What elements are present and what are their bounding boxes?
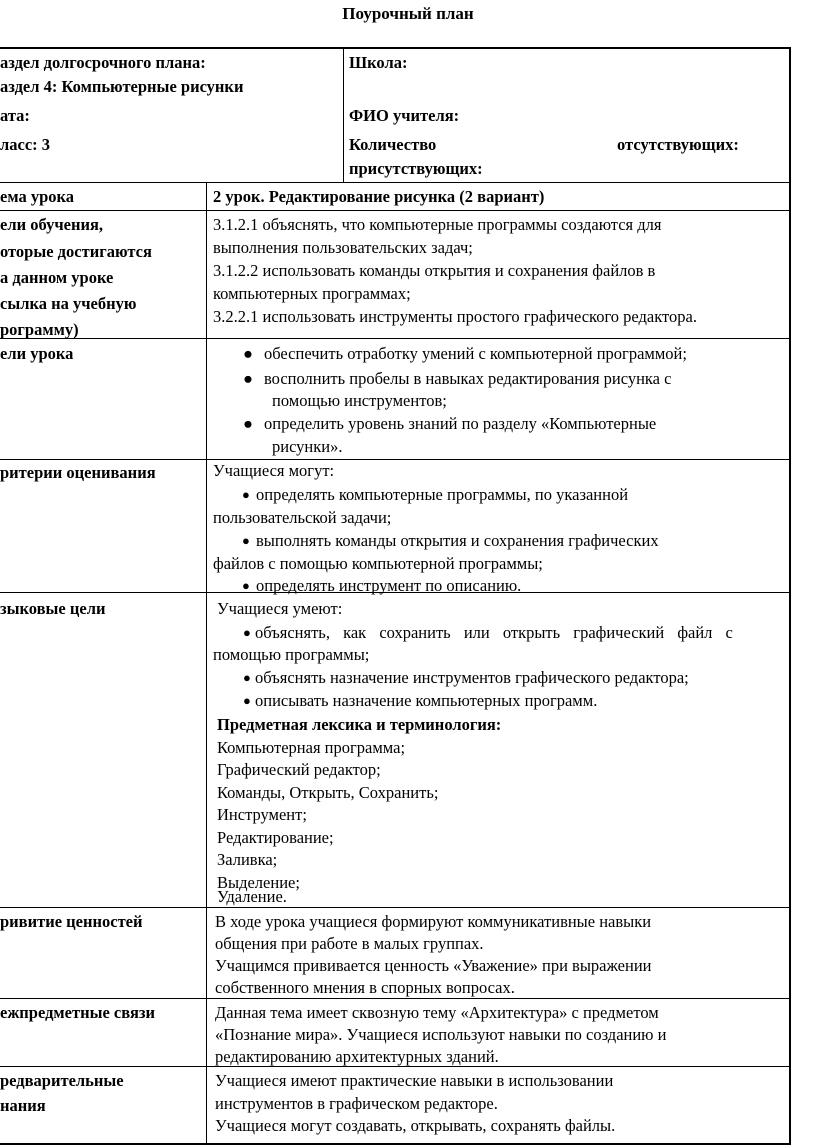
learning-goal-line: 3.1.2.1 объяснять, что компьютерные программы создаются для <box>213 215 662 234</box>
interdisciplinary-line: «Познание мира». Учащиеся используют навыки по созданию и <box>215 1025 667 1044</box>
absent-label: отсутствующих: <box>617 135 739 154</box>
criteria-line: выполнять команды открытия и сохранения графических <box>256 531 659 550</box>
language-goals-label: зыковые цели <box>0 599 106 618</box>
prior-knowledge-line: инструментов в графическом редакторе. <box>215 1094 498 1113</box>
interdisciplinary-line: редактированию архитектурных зданий. <box>215 1047 499 1066</box>
date-label: ата: <box>0 106 30 125</box>
row-divider <box>0 459 791 460</box>
section-value: аздел 4: Компьютерные рисунки <box>0 77 244 96</box>
learning-goals-label-line: оторые достигаются <box>0 242 152 261</box>
interdisciplinary-label: ежпредметные связи <box>0 1003 156 1022</box>
prior-knowledge-line: Учащиеся могут создавать, открывать, сохранять файлы. <box>215 1116 616 1135</box>
criteria-intro: Учащиеся могут: <box>213 461 335 480</box>
bullet-icon: ● <box>243 693 251 708</box>
vocab-item: Графический редактор; <box>217 760 381 779</box>
language-goals-intro: Учащиеся умеют: <box>217 599 343 618</box>
prior-knowledge-label-line: нания <box>0 1096 46 1115</box>
learning-goal-line: выполнения пользовательских задач; <box>213 238 473 257</box>
vocab-item: Удаление. <box>217 887 287 906</box>
values-line: Учащимся прививается ценность «Уважение» при выражении <box>215 956 652 975</box>
section-label: аздел долгосрочного плана: <box>0 53 206 72</box>
vocab-item: Заливка; <box>217 850 278 869</box>
language-goal-line: помощью программы; <box>213 645 370 664</box>
teacher-label: ФИО учителя: <box>349 106 460 125</box>
vocab-item: Выделение; <box>217 873 300 892</box>
lesson-goal-line: восполнить пробелы в навыках редактирования рисунка с <box>264 369 672 388</box>
vocab-heading: Предметная лексика и терминология: <box>217 715 502 734</box>
prior-knowledge-line: Учащиеся имеют практические навыки в использовании <box>215 1071 614 1090</box>
bullet-icon: ● <box>243 369 253 388</box>
prior-knowledge-label-line: редварительные <box>0 1071 124 1090</box>
values-line: собственного мнения в спорных вопросах. <box>215 978 515 997</box>
count-word: Количество <box>349 135 437 154</box>
row-divider <box>0 182 791 183</box>
school-label: Школа: <box>349 53 408 72</box>
language-goal-line: описывать назначение компьютерных программ. <box>255 691 598 710</box>
criteria-label: ритерии оценивания <box>0 463 156 482</box>
criteria-line: определять компьютерные программы, по указанной <box>256 485 629 504</box>
bullet-icon: ● <box>242 578 250 593</box>
values-line: общения при работе в малых группах. <box>215 934 484 953</box>
lesson-goal-line: обеспечить отработку умений с компьютерной программой; <box>264 344 687 363</box>
row-divider <box>0 907 791 908</box>
learning-goals-label-line: рограмму) <box>0 320 79 339</box>
language-goal-line: объяснять, как сохранить или открыть графический файл с <box>255 623 733 642</box>
learning-goals-label-line: сылка на учебную <box>0 294 137 313</box>
lesson-goal-line: помощью инструментов; <box>272 391 447 410</box>
lesson-goal-line: рисунки». <box>272 437 343 456</box>
vocab-item: Компьютерная программа; <box>217 738 406 757</box>
learning-goal-line: компьютерных программах; <box>213 284 411 303</box>
bullet-icon: ● <box>243 670 251 685</box>
header-column-divider <box>343 48 344 182</box>
learning-goals-label-line: ели обучения, <box>0 215 104 234</box>
criteria-line: определять инструмент по описанию. <box>256 576 522 595</box>
topic-label: ема урока <box>0 187 75 206</box>
bullet-icon: ● <box>243 625 251 640</box>
vocab-item: Редактирование; <box>217 828 334 847</box>
interdisciplinary-line: Данная тема имеет сквозную тему «Архитектура» с предметом <box>215 1003 659 1022</box>
bullet-icon: ● <box>242 533 250 548</box>
values-line: В ходе урока учащиеся формируют коммуникативные навыки <box>215 912 652 931</box>
bullet-icon: ● <box>243 344 253 363</box>
page-title: Поурочный план <box>342 4 474 23</box>
language-goal-line: объяснять назначение инструментов графического редактора; <box>255 668 689 687</box>
bullet-icon: ● <box>243 414 253 433</box>
present-label: присутствующих: <box>349 159 483 178</box>
values-label: ривитие ценностей <box>0 912 143 931</box>
bullet-icon: ● <box>242 487 250 502</box>
topic-value: 2 урок. Редактирование рисунка (2 вариант) <box>213 187 545 206</box>
row-divider <box>0 210 791 211</box>
criteria-line: пользовательской задачи; <box>213 508 392 527</box>
column-divider <box>206 182 207 1144</box>
class-label: ласс: 3 <box>0 135 51 154</box>
learning-goal-line: 3.2.2.1 использовать инструменты простого графического редактора. <box>213 307 697 326</box>
learning-goals-label-line: а данном уроке <box>0 268 114 287</box>
row-divider <box>0 338 791 339</box>
criteria-line: файлов с помощью компьютерной программы; <box>213 554 543 573</box>
learning-goal-line: 3.1.2.2 использовать команды открытия и сохранения файлов в <box>213 261 656 280</box>
lesson-goals-label: ели урока <box>0 344 74 363</box>
vocab-item: Команды, Открыть, Сохранить; <box>217 783 439 802</box>
vocab-item: Инструмент; <box>217 805 307 824</box>
lesson-goal-line: определить уровень знаний по разделу «Компьютерные <box>264 414 657 433</box>
